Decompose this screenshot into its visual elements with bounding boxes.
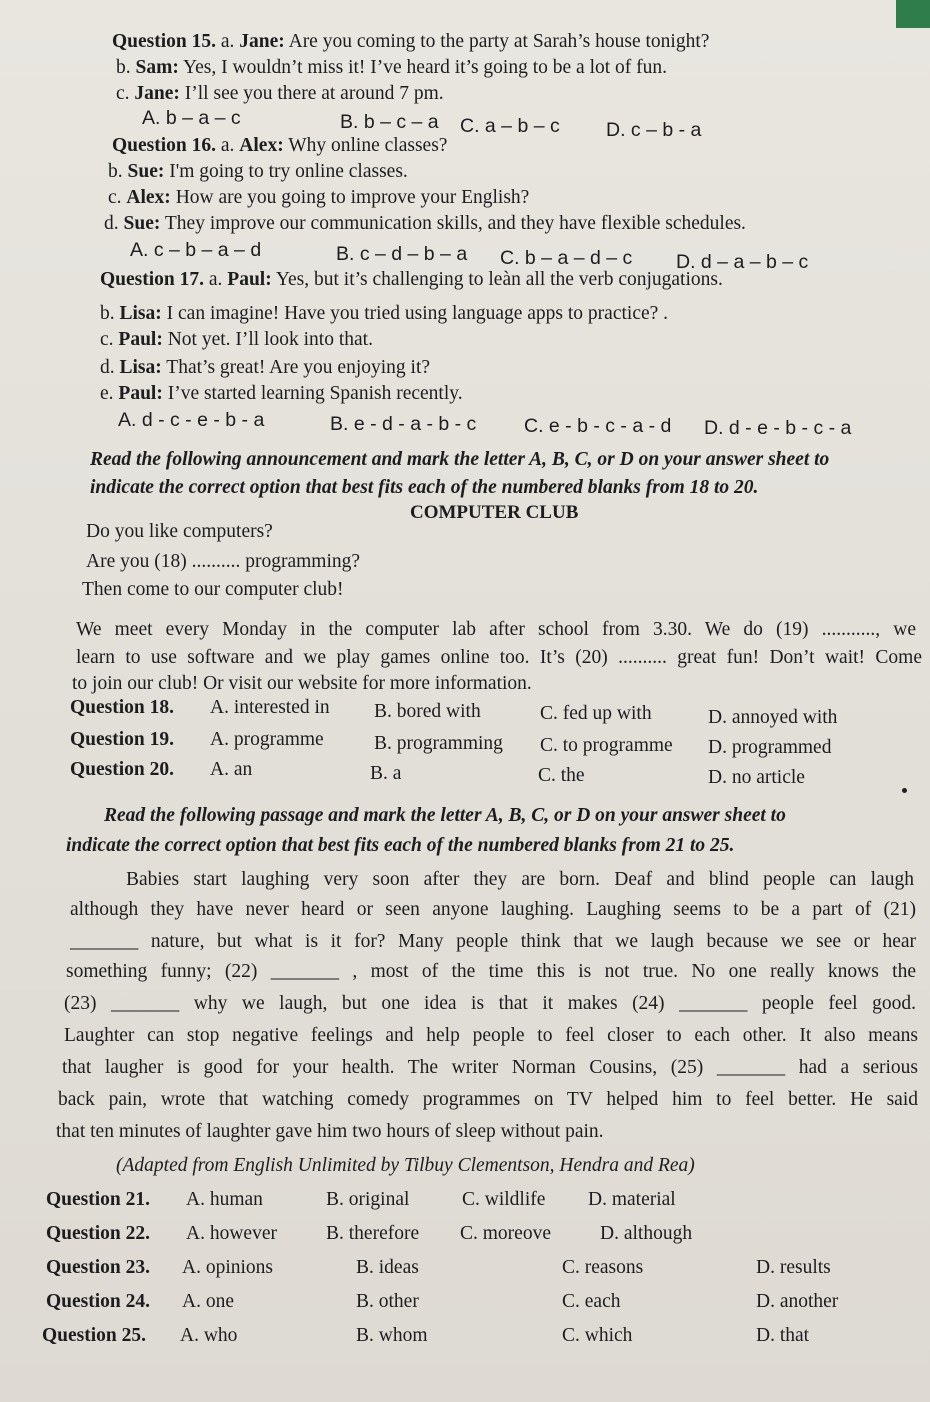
q23-label: Question 23. <box>46 1257 151 1278</box>
q16-b-text: I'm going to try online classes. <box>169 161 408 182</box>
q16-c-speaker: Alex: <box>126 187 171 208</box>
q23-option-a[interactable]: A. opinions <box>182 1257 274 1278</box>
q23-option-b[interactable]: B. ideas <box>356 1257 419 1278</box>
q17-label: Question 17. <box>100 269 205 290</box>
club-title: COMPUTER CLUB <box>410 502 579 523</box>
q15-a-speaker: Jane: <box>239 31 285 52</box>
q16-d-speaker: Sue: <box>123 213 161 234</box>
q23-option-d[interactable]: D. results <box>756 1257 831 1278</box>
q21-label: Question 21. <box>46 1189 151 1210</box>
q18-label: Question 18. <box>70 697 175 718</box>
q24-label: Question 24. <box>46 1291 151 1312</box>
q15-c-speaker: Jane: <box>134 83 180 104</box>
q16-line-d <box>104 212 746 236</box>
q16-a-prefix: a. <box>220 135 235 156</box>
club-line6: to join our club! Or visit our website for more information. <box>72 673 532 694</box>
q16-label: Question 16. <box>112 135 217 156</box>
q15-line-b <box>116 56 667 80</box>
q16-option-d[interactable]: D. d – a – b – c <box>676 251 809 273</box>
q19-option-c[interactable]: C. to programme <box>540 735 673 756</box>
q16-b-speaker: Sue: <box>127 161 165 182</box>
q17-a-speaker: Paul: <box>227 269 272 290</box>
q16-line-b <box>108 160 408 184</box>
club-line3: Then come to our computer club! <box>82 579 344 600</box>
q17-line-a <box>100 268 723 292</box>
q17-d-prefix: d. <box>100 357 115 378</box>
q21-option-d[interactable]: D. material <box>588 1189 676 1210</box>
q23-option-c[interactable]: C. reasons <box>562 1257 644 1278</box>
q17-d-text: That’s great! Are you enjoying it? <box>166 357 431 378</box>
passage-source: (Adapted from English Unlimited by Tilbuy Clementson, Hendra and Rea) <box>116 1155 695 1176</box>
q16-option-b[interactable]: B. c – d – b – a <box>336 243 468 265</box>
q18-option-d[interactable]: D. annoyed with <box>708 707 838 728</box>
q15-option-a[interactable]: A. b – a – c <box>142 107 241 129</box>
q22-option-c[interactable]: C. moreove <box>460 1223 551 1244</box>
q16-d-prefix: d. <box>104 213 119 234</box>
q15-a-text: Are you coming to the party at Sarah’s house tonight? <box>288 31 710 52</box>
q21-option-c[interactable]: C. wildlife <box>462 1189 546 1210</box>
corner-tab <box>896 0 930 28</box>
q15-line-a <box>112 30 709 54</box>
passage-line2: although they have never heard or seen anyone laughing. Laughing seems to be a part of (21) <box>70 899 916 920</box>
club-line1: Do you like computers? <box>86 521 273 542</box>
q17-b-speaker: Lisa: <box>119 303 162 324</box>
passage-line8: back pain, wrote that watching comedy programmes on TV helped him to feel better. He said <box>58 1089 918 1110</box>
club-line4: We meet every Monday in the computer lab after school from 3.30. We do (19) ..........., we <box>76 619 916 640</box>
q17-option-d[interactable]: D. d - e - b - c - a <box>704 417 852 439</box>
q20-label: Question 20. <box>70 759 175 780</box>
q18-option-b[interactable]: B. bored with <box>374 701 481 722</box>
q20-option-d[interactable]: D. no article <box>708 767 805 788</box>
q16-line-c <box>108 186 529 210</box>
q19-option-b[interactable]: B. programming <box>374 733 503 754</box>
q15-line-c <box>116 82 444 106</box>
club-line2: Are you (18) .......... programming? <box>86 551 361 572</box>
q25-label: Question 25. <box>42 1325 147 1346</box>
instruction-21-25-line2: indicate the correct option that best fits each of the numbered blanks from 21 to 25. <box>66 835 735 856</box>
q19-label: Question 19. <box>70 729 175 750</box>
q17-line-d <box>100 356 430 380</box>
q16-a-text: Why online classes? <box>288 135 448 156</box>
q19-option-d[interactable]: D. programmed <box>708 737 832 758</box>
q17-c-speaker: Paul: <box>118 329 163 350</box>
q24-option-c[interactable]: C. each <box>562 1291 621 1312</box>
q17-option-a[interactable]: A. d - c - e - b - a <box>118 409 265 431</box>
q22-option-a[interactable]: A. however <box>186 1223 277 1244</box>
q15-option-d[interactable]: D. c – b - a <box>606 119 702 141</box>
q22-label: Question 22. <box>46 1223 151 1244</box>
q17-line-e <box>100 382 463 406</box>
q20-option-a[interactable]: A. an <box>210 759 253 780</box>
q25-option-b[interactable]: B. whom <box>356 1325 428 1346</box>
passage-line3: _______ nature, but what is it for? Many people think that we laugh because we see or hear <box>70 931 916 952</box>
q20-option-c[interactable]: C. the <box>538 765 585 786</box>
q17-e-prefix: e. <box>100 383 114 404</box>
q15-label: Question 15. <box>112 31 217 52</box>
q21-option-a[interactable]: A. human <box>186 1189 263 1210</box>
q25-option-d[interactable]: D. that <box>756 1325 810 1346</box>
q24-option-b[interactable]: B. other <box>356 1291 419 1312</box>
q17-b-text: I can imagine! Have you tried using language apps to practice? . <box>166 303 669 324</box>
ink-dot <box>902 788 907 793</box>
q16-c-prefix: c. <box>108 187 122 208</box>
q16-d-text: They improve our communication skills, and they have flexible schedules. <box>164 213 746 234</box>
q18-option-a[interactable]: A. interested in <box>210 697 330 718</box>
q17-e-text: I’ve started learning Spanish recently. <box>167 383 463 404</box>
q17-c-text: Not yet. I’ll look into that. <box>167 329 373 350</box>
instruction-18-20-line2: indicate the correct option that best fits each of the numbered blanks from 18 to 20. <box>90 477 759 498</box>
passage-line6: Laughter can stop negative feelings and help people to feel closer to each other. It also means <box>64 1025 918 1046</box>
q25-option-a[interactable]: A. who <box>180 1325 238 1346</box>
q15-a-prefix: a. <box>220 31 235 52</box>
q15-c-text: I’ll see you there at around 7 pm. <box>184 83 444 104</box>
q15-option-c[interactable]: C. a – b – c <box>460 115 560 137</box>
q15-c-prefix: c. <box>116 83 130 104</box>
q17-a-prefix: a. <box>208 269 223 290</box>
q22-option-d[interactable]: D. although <box>600 1223 693 1244</box>
passage-line1: Babies start laughing very soon after they are born. Deaf and blind people can laugh <box>126 869 914 890</box>
passage-line5: (23) _______ why we laugh, but one idea is that it makes (24) _______ people feel good. <box>64 993 916 1014</box>
passage-line4: something funny; (22) _______ , most of the time this is not true. No one really knows the <box>66 961 916 982</box>
q17-a-text: Yes, but it’s challenging to leàn all the verb conjugations. <box>275 269 723 290</box>
q15-b-prefix: b. <box>116 57 131 78</box>
instruction-21-25-line1: Read the following passage and mark the letter A, B, C, or D on your answer sheet to <box>104 805 786 826</box>
q17-option-c[interactable]: C. e - b - c - a - d <box>524 415 672 437</box>
q17-d-speaker: Lisa: <box>119 357 162 378</box>
q16-option-a[interactable]: A. c – b – a – d <box>130 239 262 261</box>
passage-line7: that laugher is good for your health. The writer Norman Cousins, (25) _______ had a serious <box>62 1057 918 1078</box>
q17-line-c <box>100 328 373 352</box>
q16-b-prefix: b. <box>108 161 123 182</box>
q20-option-b[interactable]: B. a <box>370 763 402 784</box>
q17-b-prefix: b. <box>100 303 115 324</box>
q22-option-b[interactable]: B. therefore <box>326 1223 420 1244</box>
q17-e-speaker: Paul: <box>118 383 163 404</box>
club-line5: learn to use software and we play games online too. It’s (20) .......... great fun! Don’t wait! Come <box>76 647 922 668</box>
instruction-18-20-line1: Read the following announcement and mark the letter A, B, C, or D on your answer sheet to <box>90 449 830 470</box>
q15-b-text: Yes, I wouldn’t miss it! I’ve heard it’s going to be a lot of fun. <box>183 57 668 78</box>
q25-option-c[interactable]: C. which <box>562 1325 633 1346</box>
passage-line9: that ten minutes of laughter gave him two hours of sleep without pain. <box>56 1121 604 1142</box>
q16-option-c[interactable]: C. b – a – d – c <box>500 247 633 269</box>
q18-option-c[interactable]: C. fed up with <box>540 703 652 724</box>
q21-option-b[interactable]: B. original <box>326 1189 410 1210</box>
q24-option-a[interactable]: A. one <box>182 1291 234 1312</box>
q17-line-b <box>100 302 668 326</box>
q17-option-b[interactable]: B. e - d - a - b - c <box>330 413 477 435</box>
q16-line-a <box>112 134 447 158</box>
q19-option-a[interactable]: A. programme <box>210 729 324 750</box>
q16-c-text: How are you going to improve your English? <box>175 187 530 208</box>
q17-c-prefix: c. <box>100 329 114 350</box>
q24-option-d[interactable]: D. another <box>756 1291 839 1312</box>
q15-option-b[interactable]: B. b – c – a <box>340 111 439 133</box>
q16-a-speaker: Alex: <box>239 135 284 156</box>
q15-b-speaker: Sam: <box>135 57 179 78</box>
